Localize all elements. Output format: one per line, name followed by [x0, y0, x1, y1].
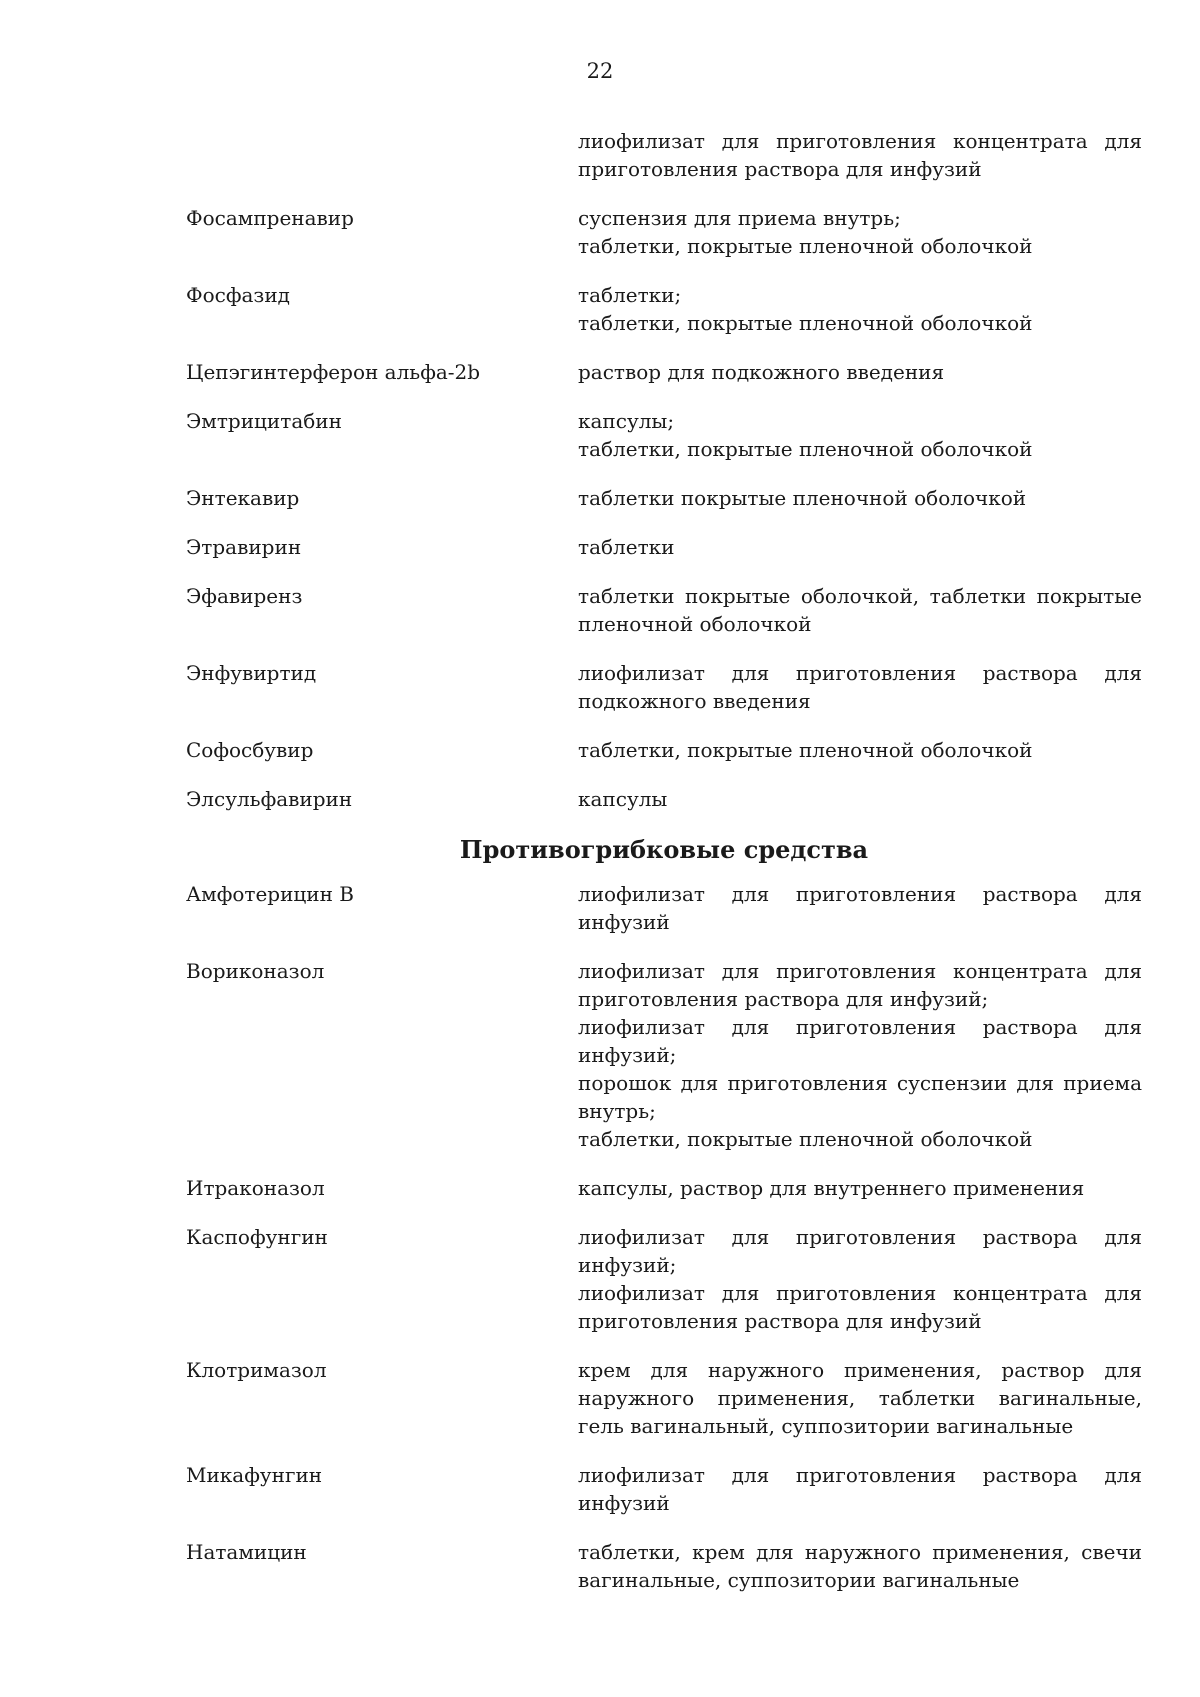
drug-list — [186, 127, 1142, 1615]
drug-name: Этравирин — [186, 535, 302, 559]
dosage-forms — [578, 1461, 1142, 1517]
dosage-form: капсулы, раствор для внутреннего применения — [578, 1176, 1085, 1200]
dosage-form: лиофилизат для приготовления раствора для инфузий — [578, 882, 1142, 934]
dosage-forms — [578, 281, 1142, 337]
drug-row — [186, 127, 1142, 183]
drug-row — [186, 204, 1142, 260]
dosage-forms — [578, 957, 1142, 1153]
dosage-forms — [578, 1538, 1142, 1594]
dosage-forms — [578, 1174, 1142, 1202]
drug-row — [186, 582, 1142, 638]
drug-name: Эмтрицитабин — [186, 409, 342, 433]
dosage-form: порошок для приготовления суспензии для приема внутрь; — [578, 1071, 1142, 1123]
dosage-forms — [578, 1356, 1142, 1440]
dosage-forms — [578, 358, 1142, 386]
drug-row — [186, 281, 1142, 337]
dosage-form: таблетки, покрытые пленочной оболочкой — [578, 311, 1033, 335]
dosage-forms — [578, 1223, 1142, 1335]
drug-list-part-2 — [186, 880, 1142, 1594]
dosage-form: таблетки, крем для наружного применения, свечи вагинальные, суппозитории вагинальные — [578, 1540, 1142, 1592]
drug-name: Цепэгинтерферон альфа-2b — [186, 360, 481, 384]
drug-row — [186, 407, 1142, 463]
drug-row — [186, 785, 1142, 813]
drug-row — [186, 358, 1142, 386]
drug-name: Энтекавир — [186, 486, 300, 510]
dosage-form: лиофилизат для приготовления раствора для инфузий; — [578, 1015, 1142, 1067]
dosage-form: таблетки; — [578, 283, 682, 307]
drug-name: Натамицин — [186, 1540, 307, 1564]
drug-name: Элсульфавирин — [186, 787, 353, 811]
dosage-forms — [578, 736, 1142, 764]
dosage-forms — [578, 582, 1142, 638]
drug-row — [186, 1538, 1142, 1594]
dosage-form: таблетки покрытые пленочной оболочкой — [578, 486, 1027, 510]
drug-name: Софосбувир — [186, 738, 314, 762]
dosage-form: таблетки, покрытые пленочной оболочкой — [578, 234, 1033, 258]
drug-name: Микафунгин — [186, 1463, 323, 1487]
drug-row — [186, 957, 1142, 1153]
drug-name: Фосфазид — [186, 283, 290, 307]
dosage-forms — [578, 533, 1142, 561]
drug-name: Эфавиренз — [186, 584, 303, 608]
dosage-forms — [578, 204, 1142, 260]
section-heading: Противогрибковые средства — [459, 835, 869, 864]
dosage-form: таблетки, покрытые пленочной оболочкой — [578, 437, 1033, 461]
dosage-forms — [578, 880, 1142, 936]
drug-name: Каспофунгин — [186, 1225, 328, 1249]
dosage-form: суспензия для приема внутрь; — [578, 206, 901, 230]
drug-row — [186, 659, 1142, 715]
dosage-forms — [578, 484, 1142, 512]
dosage-form: капсулы — [578, 787, 668, 811]
dosage-form: таблетки покрытые оболочкой, таблетки покрытые пленочной оболочкой — [578, 584, 1142, 636]
dosage-form: крем для наружного применения, раствор для наружного применения, таблетки вагинальные, гель вагинальный, суппозитории вагинальные — [578, 1358, 1142, 1438]
dosage-form: лиофилизат для приготовления концентрата для приготовления раствора для инфузий — [578, 1281, 1142, 1333]
dosage-form: капсулы; — [578, 409, 675, 433]
drug-row — [186, 1223, 1142, 1335]
drug-name — [186, 127, 578, 183]
drug-name: Амфотерицин В — [186, 882, 355, 906]
dosage-form: лиофилизат для приготовления концентрата для приготовления раствора для инфузий; — [578, 959, 1142, 1011]
drug-row — [186, 1174, 1142, 1202]
drug-name: Итраконазол — [186, 1176, 325, 1200]
page-number: 22 — [586, 59, 614, 83]
dosage-form: лиофилизат для приготовления раствора для подкожного введения — [578, 661, 1142, 713]
dosage-form: таблетки, покрытые пленочной оболочкой — [578, 738, 1033, 762]
dosage-forms — [578, 407, 1142, 463]
drug-name: Фосампренавир — [186, 206, 354, 230]
drug-name: Энфувиртид — [186, 661, 317, 685]
drug-row — [186, 736, 1142, 764]
drug-name: Клотримазол — [186, 1358, 327, 1382]
drug-name: Вориконазол — [186, 959, 325, 983]
dosage-form: лиофилизат для приготовления концентрата для приготовления раствора для инфузий — [578, 129, 1142, 181]
dosage-form: таблетки, покрытые пленочной оболочкой — [578, 1127, 1033, 1151]
drug-list-part-1 — [186, 127, 1142, 813]
drug-row — [186, 880, 1142, 936]
dosage-forms — [578, 127, 1142, 183]
drug-row — [186, 1356, 1142, 1440]
dosage-form: таблетки — [578, 535, 675, 559]
dosage-forms — [578, 659, 1142, 715]
dosage-form: раствор для подкожного введения — [578, 360, 945, 384]
drug-row — [186, 1461, 1142, 1517]
dosage-form: лиофилизат для приготовления раствора для инфузий — [578, 1463, 1142, 1515]
dosage-form: лиофилизат для приготовления раствора для инфузий; — [578, 1225, 1142, 1277]
drug-row — [186, 533, 1142, 561]
dosage-forms — [578, 785, 1142, 813]
drug-row — [186, 484, 1142, 512]
